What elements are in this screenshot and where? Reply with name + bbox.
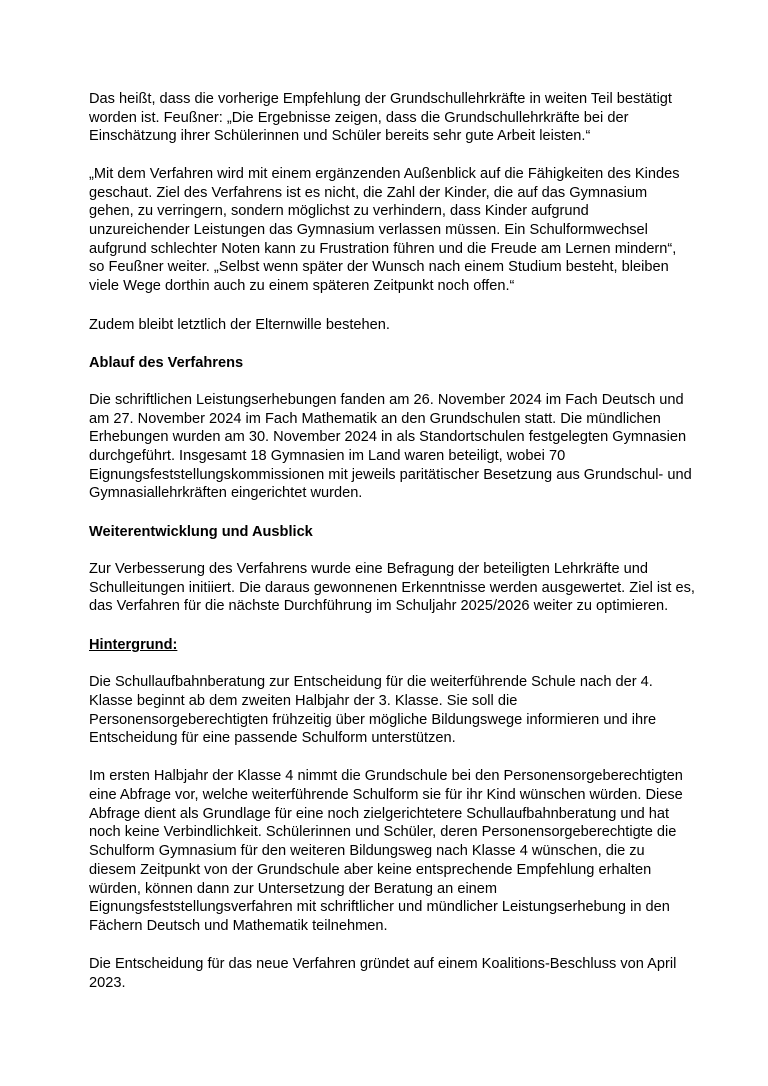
text-line: 2023. <box>89 975 126 991</box>
section-heading: Weiterentwicklung und Ausblick <box>89 524 313 540</box>
text-line: Im ersten Halbjahr der Klasse 4 nimmt die Grundschule bei den Personensorgeberechtigten <box>89 768 683 784</box>
text-line: gehen, zu verringern, sondern möglichst zu verhindern, dass Kinder aufgrund <box>89 203 589 219</box>
text-line: würden, können dann zur Untersetzung der Beratung an einem <box>89 881 498 897</box>
text-line: geschaut. Ziel des Verfahrens ist es nicht, die Zahl der Kinder, die auf das Gymnasium <box>89 185 648 201</box>
text-line: Schulleitungen initiiert. Die daraus gewonnenen Erkenntnisse werden ausgewertet. Ziel ist es, <box>89 580 695 596</box>
text-line: viele Wege dorthin auch zu einem späteren Zeitpunkt noch offen.“ <box>89 278 515 294</box>
text-line: Einschätzung ihrer Schülerinnen und Schüler bereits sehr gute Arbeit leisten.“ <box>89 128 591 144</box>
text-line: Abfrage dient als Grundlage für eine noch zielgerichtetere Schullaufbahnberatung und hat <box>89 806 670 822</box>
text-line: aufgrund schlechter Noten kann zu Frustration führen und die Freude am Lernen mindern“, <box>89 241 677 257</box>
text-line: Klasse beginnt ab dem zweiten Halbjahr der 3. Klasse. Sie soll die <box>89 693 518 709</box>
text-line: diesem Zeitpunkt von der Grundschule aber keine entsprechende Empfehlung erhalten <box>89 862 652 878</box>
section-heading: Hintergrund: <box>89 637 178 653</box>
text-line: „Mit dem Verfahren wird mit einem ergänzenden Außenblick auf die Fähigkeiten des Kindes <box>89 166 680 182</box>
text-line: Die schriftlichen Leistungserhebungen fanden am 26. November 2024 im Fach Deutsch und <box>89 392 684 408</box>
text-line: worden ist. Feußner: „Die Ergebnisse zeigen, dass die Grundschullehrkräfte bei der <box>89 110 629 126</box>
text-line: so Feußner weiter. „Selbst wenn später der Wunsch nach einem Studium besteht, bleiben <box>89 259 669 275</box>
text-line: noch keine Verbindlichkeit. Schülerinnen und Schüler, deren Personensorgeberechtigte die <box>89 824 677 840</box>
text-line: Entscheidung für eine passende Schulform unterstützen. <box>89 730 456 746</box>
text-line: Eignungsfeststellungsverfahren mit schriftlicher und mündlicher Leistungserhebung in den <box>89 899 670 915</box>
text-line: Personensorgeberechtigten frühzeitig über mögliche Bildungswege informieren und ihre <box>89 712 657 728</box>
text-line: Die Entscheidung für das neue Verfahren gründet auf einem Koalitions-Beschluss von April <box>89 956 677 972</box>
text-line: das Verfahren für die nächste Durchführung im Schuljahr 2025/2026 weiter zu optimieren. <box>89 598 669 614</box>
text-line: Zudem bleibt letztlich der Elternwille bestehen. <box>89 317 390 333</box>
text-line: Das heißt, dass die vorherige Empfehlung der Grundschullehrkräfte in weiten Teil bestätigt <box>89 91 672 107</box>
text-line: Gymnasiallehrkräften eingerichtet wurden. <box>89 485 363 501</box>
section-heading: Ablauf des Verfahrens <box>89 355 244 371</box>
text-line: Erhebungen wurden am 30. November 2024 in als Standortschulen festgelegten Gymnasien <box>89 429 687 445</box>
text-line: Die Schullaufbahnberatung zur Entscheidung für die weiterführende Schule nach der 4. <box>89 674 653 690</box>
text-line: am 27. November 2024 im Fach Mathematik an den Grundschulen statt. Die mündlichen <box>89 411 661 427</box>
text-line: eine Abfrage vor, welche weiterführende Schulform sie für ihr Kind wünschen würden. Diese <box>89 787 683 803</box>
text-line: Schulform Gymnasium für den weiteren Bildungsweg nach Klasse 4 wünschen, die zu <box>89 843 645 859</box>
text-line: unzureichender Leistungen das Gymnasium verlassen müssen. Ein Schulformwechsel <box>89 222 648 238</box>
text-line: durchgeführt. Insgesamt 18 Gymnasien im Land waren beteiligt, wobei 70 <box>89 448 566 464</box>
text-line: Fächern Deutsch und Mathematik teilnehmen. <box>89 918 388 934</box>
text-line: Eignungsfeststellungskommissionen mit jeweils paritätischer Besetzung aus Grundschul- und <box>89 467 692 483</box>
text-line: Zur Verbesserung des Verfahrens wurde eine Befragung der beteiligten Lehrkräfte und <box>89 561 648 577</box>
